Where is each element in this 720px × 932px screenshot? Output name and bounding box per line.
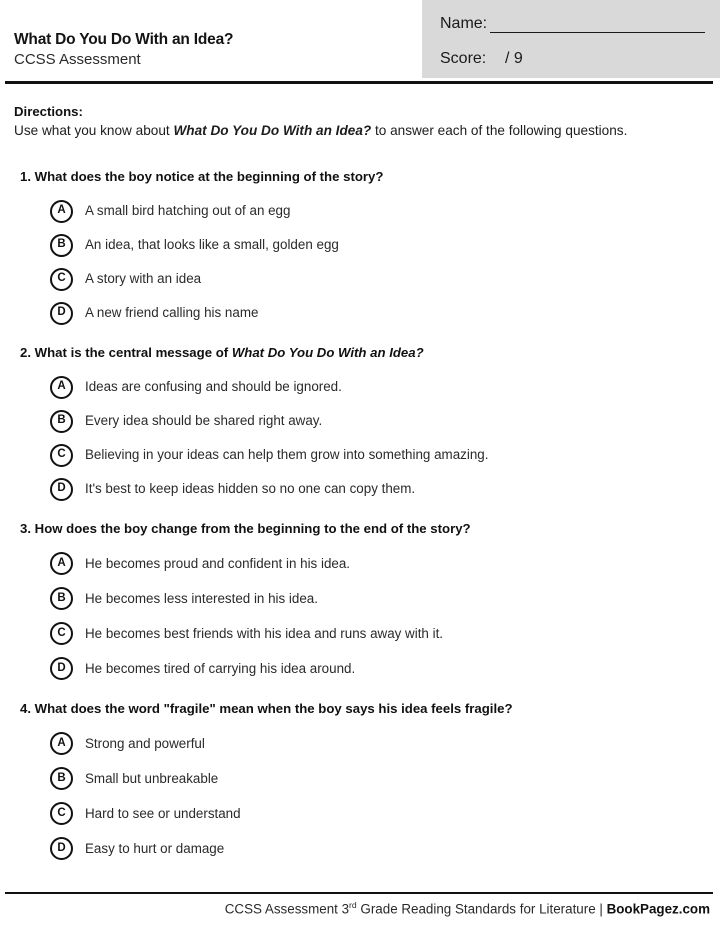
question-book-title: What Do You Do With an Idea? xyxy=(231,345,424,360)
answer-option[interactable] xyxy=(50,438,720,472)
page-title: What Do You Do With an Idea? xyxy=(14,31,234,48)
answer-bubble-b[interactable]: B xyxy=(50,234,73,257)
directions-book-title: What Do You Do With an Idea? xyxy=(173,123,372,138)
page-header xyxy=(0,0,720,82)
question-number: 3. xyxy=(20,521,31,536)
answer-option[interactable] xyxy=(50,370,720,404)
answer-option[interactable] xyxy=(50,262,720,296)
answer-option-label: He becomes proud and confident in his idea. xyxy=(85,555,351,571)
answer-bubble-c[interactable]: C xyxy=(50,268,73,291)
page-subtitle: CCSS Assessment xyxy=(14,51,141,68)
footer-text-before: CCSS Assessment 3 xyxy=(224,901,350,917)
answer-option-label: Easy to hurt or damage xyxy=(85,840,225,856)
question-block xyxy=(0,520,720,686)
name-label: Name: xyxy=(440,15,488,32)
footer-text xyxy=(225,900,710,916)
question-prompt xyxy=(20,168,720,186)
footer-ordinal: rd xyxy=(349,900,357,910)
answer-option[interactable] xyxy=(50,831,720,866)
answer-bubble-d[interactable]: D xyxy=(50,837,73,860)
answer-option-label: A new friend calling his name xyxy=(85,305,259,320)
directions-text-after: to answer each of the following questions. xyxy=(371,123,628,138)
footer-divider xyxy=(5,892,713,894)
answer-option-label: An idea, that looks like a small, golden egg xyxy=(85,237,339,252)
answer-option[interactable] xyxy=(50,296,720,330)
answer-bubble-b[interactable]: B xyxy=(50,767,73,790)
answer-option-label: He becomes best friends with his idea and runs away with it. xyxy=(85,625,444,641)
question-prompt-text: What is the central message of xyxy=(34,345,232,360)
answer-option[interactable] xyxy=(50,581,720,616)
answer-bubble-d[interactable]: D xyxy=(50,478,73,501)
question-prompt-text: What does the word "fragile" mean when the boy says his idea feels fragile? xyxy=(34,701,513,716)
answer-bubble-c[interactable]: C xyxy=(50,802,73,825)
title-block xyxy=(14,30,404,70)
header-divider xyxy=(5,81,713,84)
answer-bubble-b[interactable]: B xyxy=(50,587,73,610)
answer-option[interactable] xyxy=(50,404,720,438)
name-row xyxy=(440,15,487,33)
answer-option[interactable] xyxy=(50,761,720,796)
directions-section xyxy=(14,103,662,140)
answer-option[interactable] xyxy=(50,546,720,581)
answer-option-label: A story with an idea xyxy=(85,271,202,286)
directions-heading: Directions: xyxy=(14,104,83,119)
directions-text-before: Use what you know about xyxy=(14,123,174,138)
question-number: 2. xyxy=(20,345,31,360)
answer-option-label: It's best to keep ideas hidden so no one can copy them. xyxy=(85,481,416,496)
name-input[interactable] xyxy=(490,32,705,33)
answer-bubble-a[interactable]: A xyxy=(50,732,73,755)
question-prompt-text: What does the boy notice at the beginning of the story? xyxy=(34,169,384,184)
score-row xyxy=(440,50,486,68)
answer-option[interactable] xyxy=(50,228,720,262)
answer-option-label: Every idea should be shared right away. xyxy=(85,413,323,428)
question-prompt xyxy=(20,700,720,718)
answer-bubble-d[interactable]: D xyxy=(50,302,73,325)
answer-option[interactable] xyxy=(50,616,720,651)
answer-option[interactable] xyxy=(50,796,720,831)
answer-bubble-a[interactable]: A xyxy=(50,552,73,575)
footer-brand[interactable]: BookPagez.com xyxy=(606,901,710,917)
answer-option[interactable] xyxy=(50,651,720,686)
answer-option-label: He becomes tired of carrying his idea around. xyxy=(85,660,356,676)
answer-bubble-b[interactable]: B xyxy=(50,410,73,433)
answer-bubble-a[interactable]: A xyxy=(50,376,73,399)
answer-option[interactable] xyxy=(50,194,720,228)
directions-body xyxy=(14,121,662,140)
questions-list xyxy=(0,168,720,880)
score-total: / 9 xyxy=(505,50,523,67)
footer-text-after: Grade Reading Standards for Literature | xyxy=(356,901,607,917)
answer-option[interactable] xyxy=(50,726,720,761)
question-prompt xyxy=(20,344,720,362)
answer-option[interactable] xyxy=(50,472,720,506)
score-label: Score: xyxy=(440,50,487,67)
answer-option-label: Believing in your ideas can help them grow into something amazing. xyxy=(85,447,489,462)
question-block xyxy=(0,700,720,866)
answer-bubble-a[interactable]: A xyxy=(50,200,73,223)
question-number: 4. xyxy=(20,701,31,716)
answer-option-label: Ideas are confusing and should be ignored. xyxy=(85,379,342,394)
page-footer xyxy=(0,892,720,932)
answer-option-label: Strong and powerful xyxy=(85,735,205,751)
question-prompt-text: How does the boy change from the beginning to the end of the story? xyxy=(34,521,471,536)
answer-bubble-c[interactable]: C xyxy=(50,444,73,467)
answer-bubble-d[interactable]: D xyxy=(50,657,73,680)
answer-option-label: He becomes less interested in his idea. xyxy=(85,590,318,606)
answer-option-label: A small bird hatching out of an egg xyxy=(85,203,291,218)
question-number: 1. xyxy=(20,169,31,184)
answer-option-label: Small but unbreakable xyxy=(85,770,219,786)
question-prompt xyxy=(20,520,720,538)
question-block xyxy=(0,168,720,330)
answer-bubble-c[interactable]: C xyxy=(50,622,73,645)
question-block xyxy=(0,344,720,506)
answer-option-label: Hard to see or understand xyxy=(85,805,241,821)
